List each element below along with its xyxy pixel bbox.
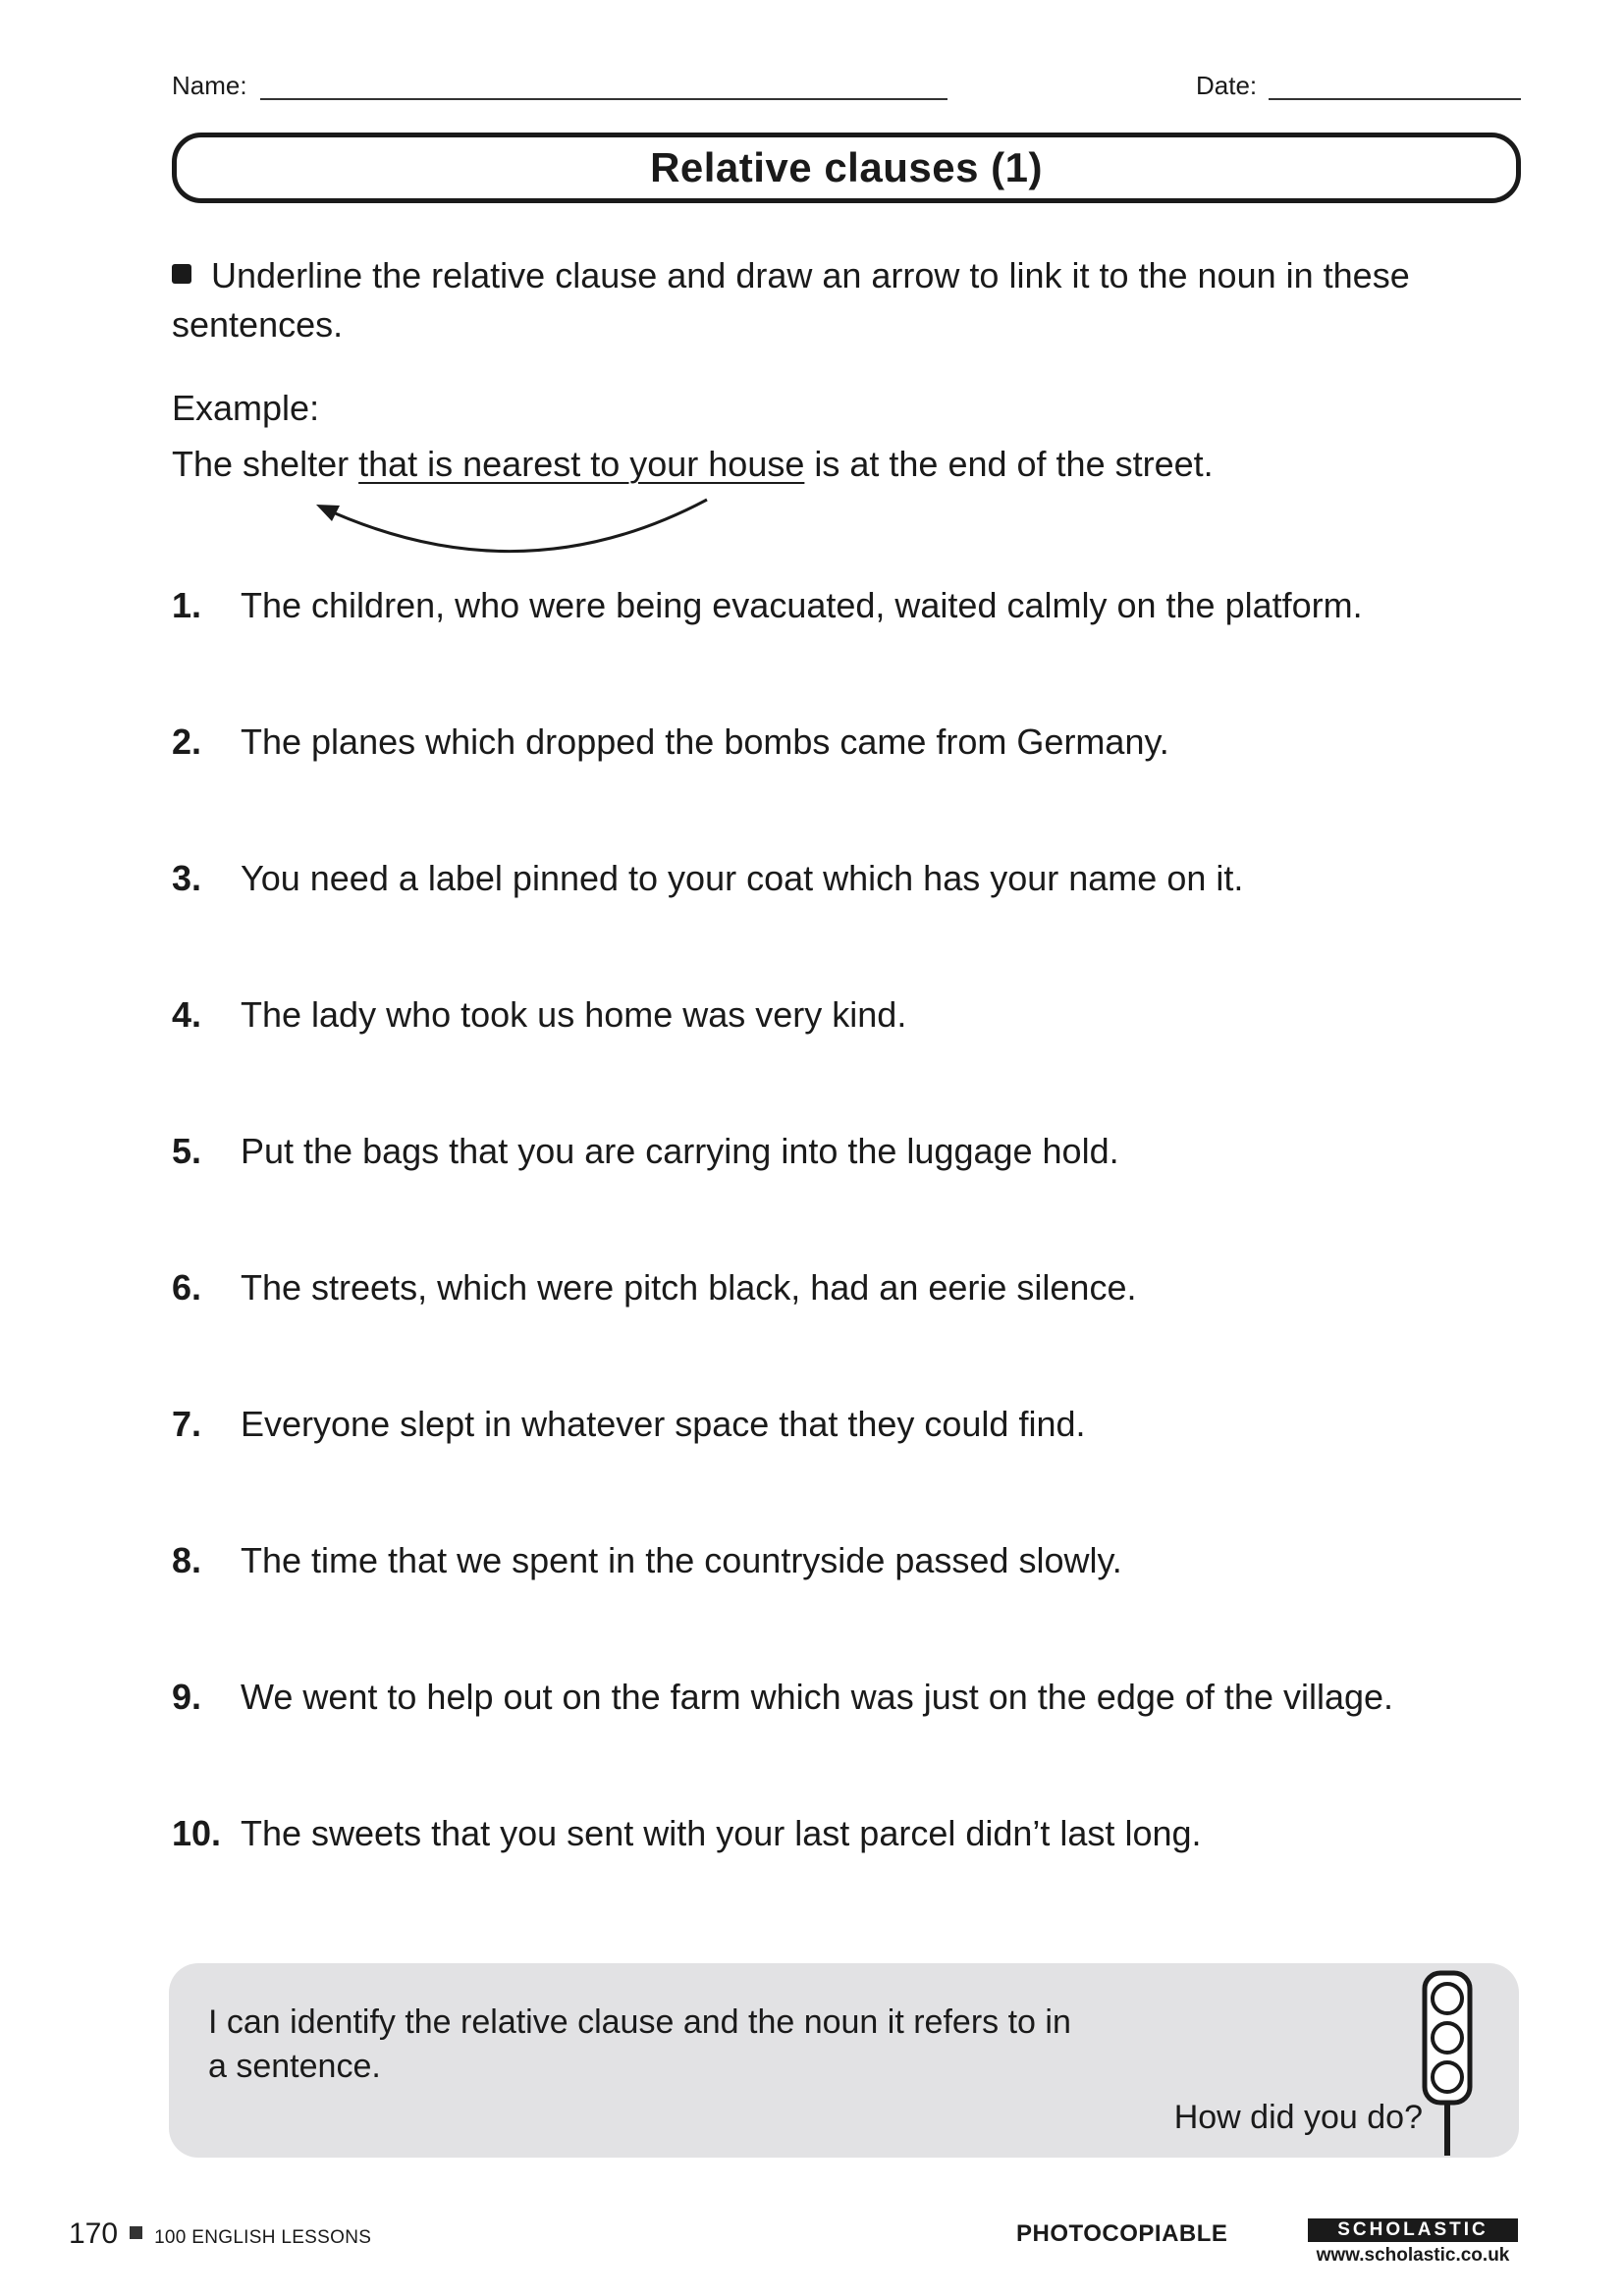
traffic-light-icon[interactable] — [1418, 1963, 1479, 2156]
name-label: Name: — [172, 71, 247, 100]
list-item — [172, 1540, 1122, 1581]
publisher-website[interactable]: www.scholastic.co.uk — [1316, 2245, 1510, 2266]
page-title: Relative clauses (1) — [650, 144, 1043, 190]
item-text[interactable]: The streets, which were pitch black, had an eerie silence. — [241, 1267, 1137, 1308]
item-number: 4. — [172, 994, 202, 1035]
example-sentence — [172, 444, 1214, 485]
publisher-name: SCHOLASTIC — [1337, 2219, 1489, 2240]
item-number: 10. — [172, 1813, 222, 1853]
list-item — [172, 1267, 1136, 1308]
item-text[interactable]: The children, who were being evacuated, waited calmly on the platform. — [241, 585, 1363, 625]
scholastic-logo — [1308, 2218, 1518, 2242]
self-assessment-question: How did you do? — [1173, 2099, 1423, 2136]
list-item — [172, 1404, 1086, 1445]
self-assessment-box — [169, 1963, 1519, 2158]
date-line[interactable] — [1269, 98, 1521, 100]
list-item — [172, 994, 906, 1036]
item-text[interactable]: The lady who took us home was very kind. — [241, 994, 907, 1035]
item-number: 1. — [172, 585, 202, 625]
example-arrow-icon — [295, 486, 727, 564]
footer-page-info — [69, 2217, 371, 2251]
list-item — [172, 1813, 1202, 1854]
item-text[interactable]: Everyone slept in whatever space that they could find. — [241, 1404, 1086, 1444]
item-text[interactable]: The time that we spent in the countryside passed slowly. — [241, 1540, 1122, 1580]
item-text[interactable]: You need a label pinned to your coat which has your name on it. — [241, 858, 1244, 898]
instruction-text: Underline the relative clause and draw an arrow to link it to the noun in these sentences. — [172, 255, 1410, 345]
item-number: 9. — [172, 1677, 202, 1717]
item-number: 7. — [172, 1404, 202, 1444]
self-assessment-statement: I can identify the relative clause and the noun it refers to in a sentence. — [208, 2003, 1071, 2085]
item-text[interactable]: We went to help out on the farm which was just on the edge of the village. — [241, 1677, 1394, 1717]
book-title: 100 ENGLISH LESSONS — [154, 2227, 372, 2248]
list-item — [172, 1131, 1119, 1172]
date-label: Date: — [1196, 71, 1258, 100]
item-text[interactable]: The planes which dropped the bombs came from Germany. — [241, 721, 1169, 762]
item-text[interactable]: The sweets that you sent with your last parcel didn’t last long. — [241, 1813, 1202, 1853]
example-clause: that is nearest to your house — [358, 444, 805, 484]
instruction — [172, 251, 1478, 349]
photocopiable-label: PHOTOCOPIABLE — [1016, 2220, 1228, 2247]
example-label: Example: — [172, 388, 320, 428]
page-number: 170 — [69, 2217, 119, 2250]
item-number: 6. — [172, 1267, 202, 1308]
list-item — [172, 585, 1363, 626]
name-line[interactable] — [260, 98, 947, 100]
example-after: is at the end of the street. — [804, 444, 1214, 484]
list-item — [172, 721, 1169, 763]
footer-square-icon — [130, 2226, 142, 2239]
example-before: The shelter — [172, 444, 359, 484]
list-item — [172, 858, 1243, 899]
item-number: 8. — [172, 1540, 202, 1580]
item-text[interactable]: Put the bags that you are carrying into the luggage hold. — [241, 1131, 1119, 1171]
title-box — [172, 133, 1521, 203]
bullet-square-icon — [172, 264, 191, 284]
item-number: 3. — [172, 858, 202, 898]
item-number: 2. — [172, 721, 202, 762]
list-item — [172, 1677, 1393, 1718]
item-number: 5. — [172, 1131, 202, 1171]
